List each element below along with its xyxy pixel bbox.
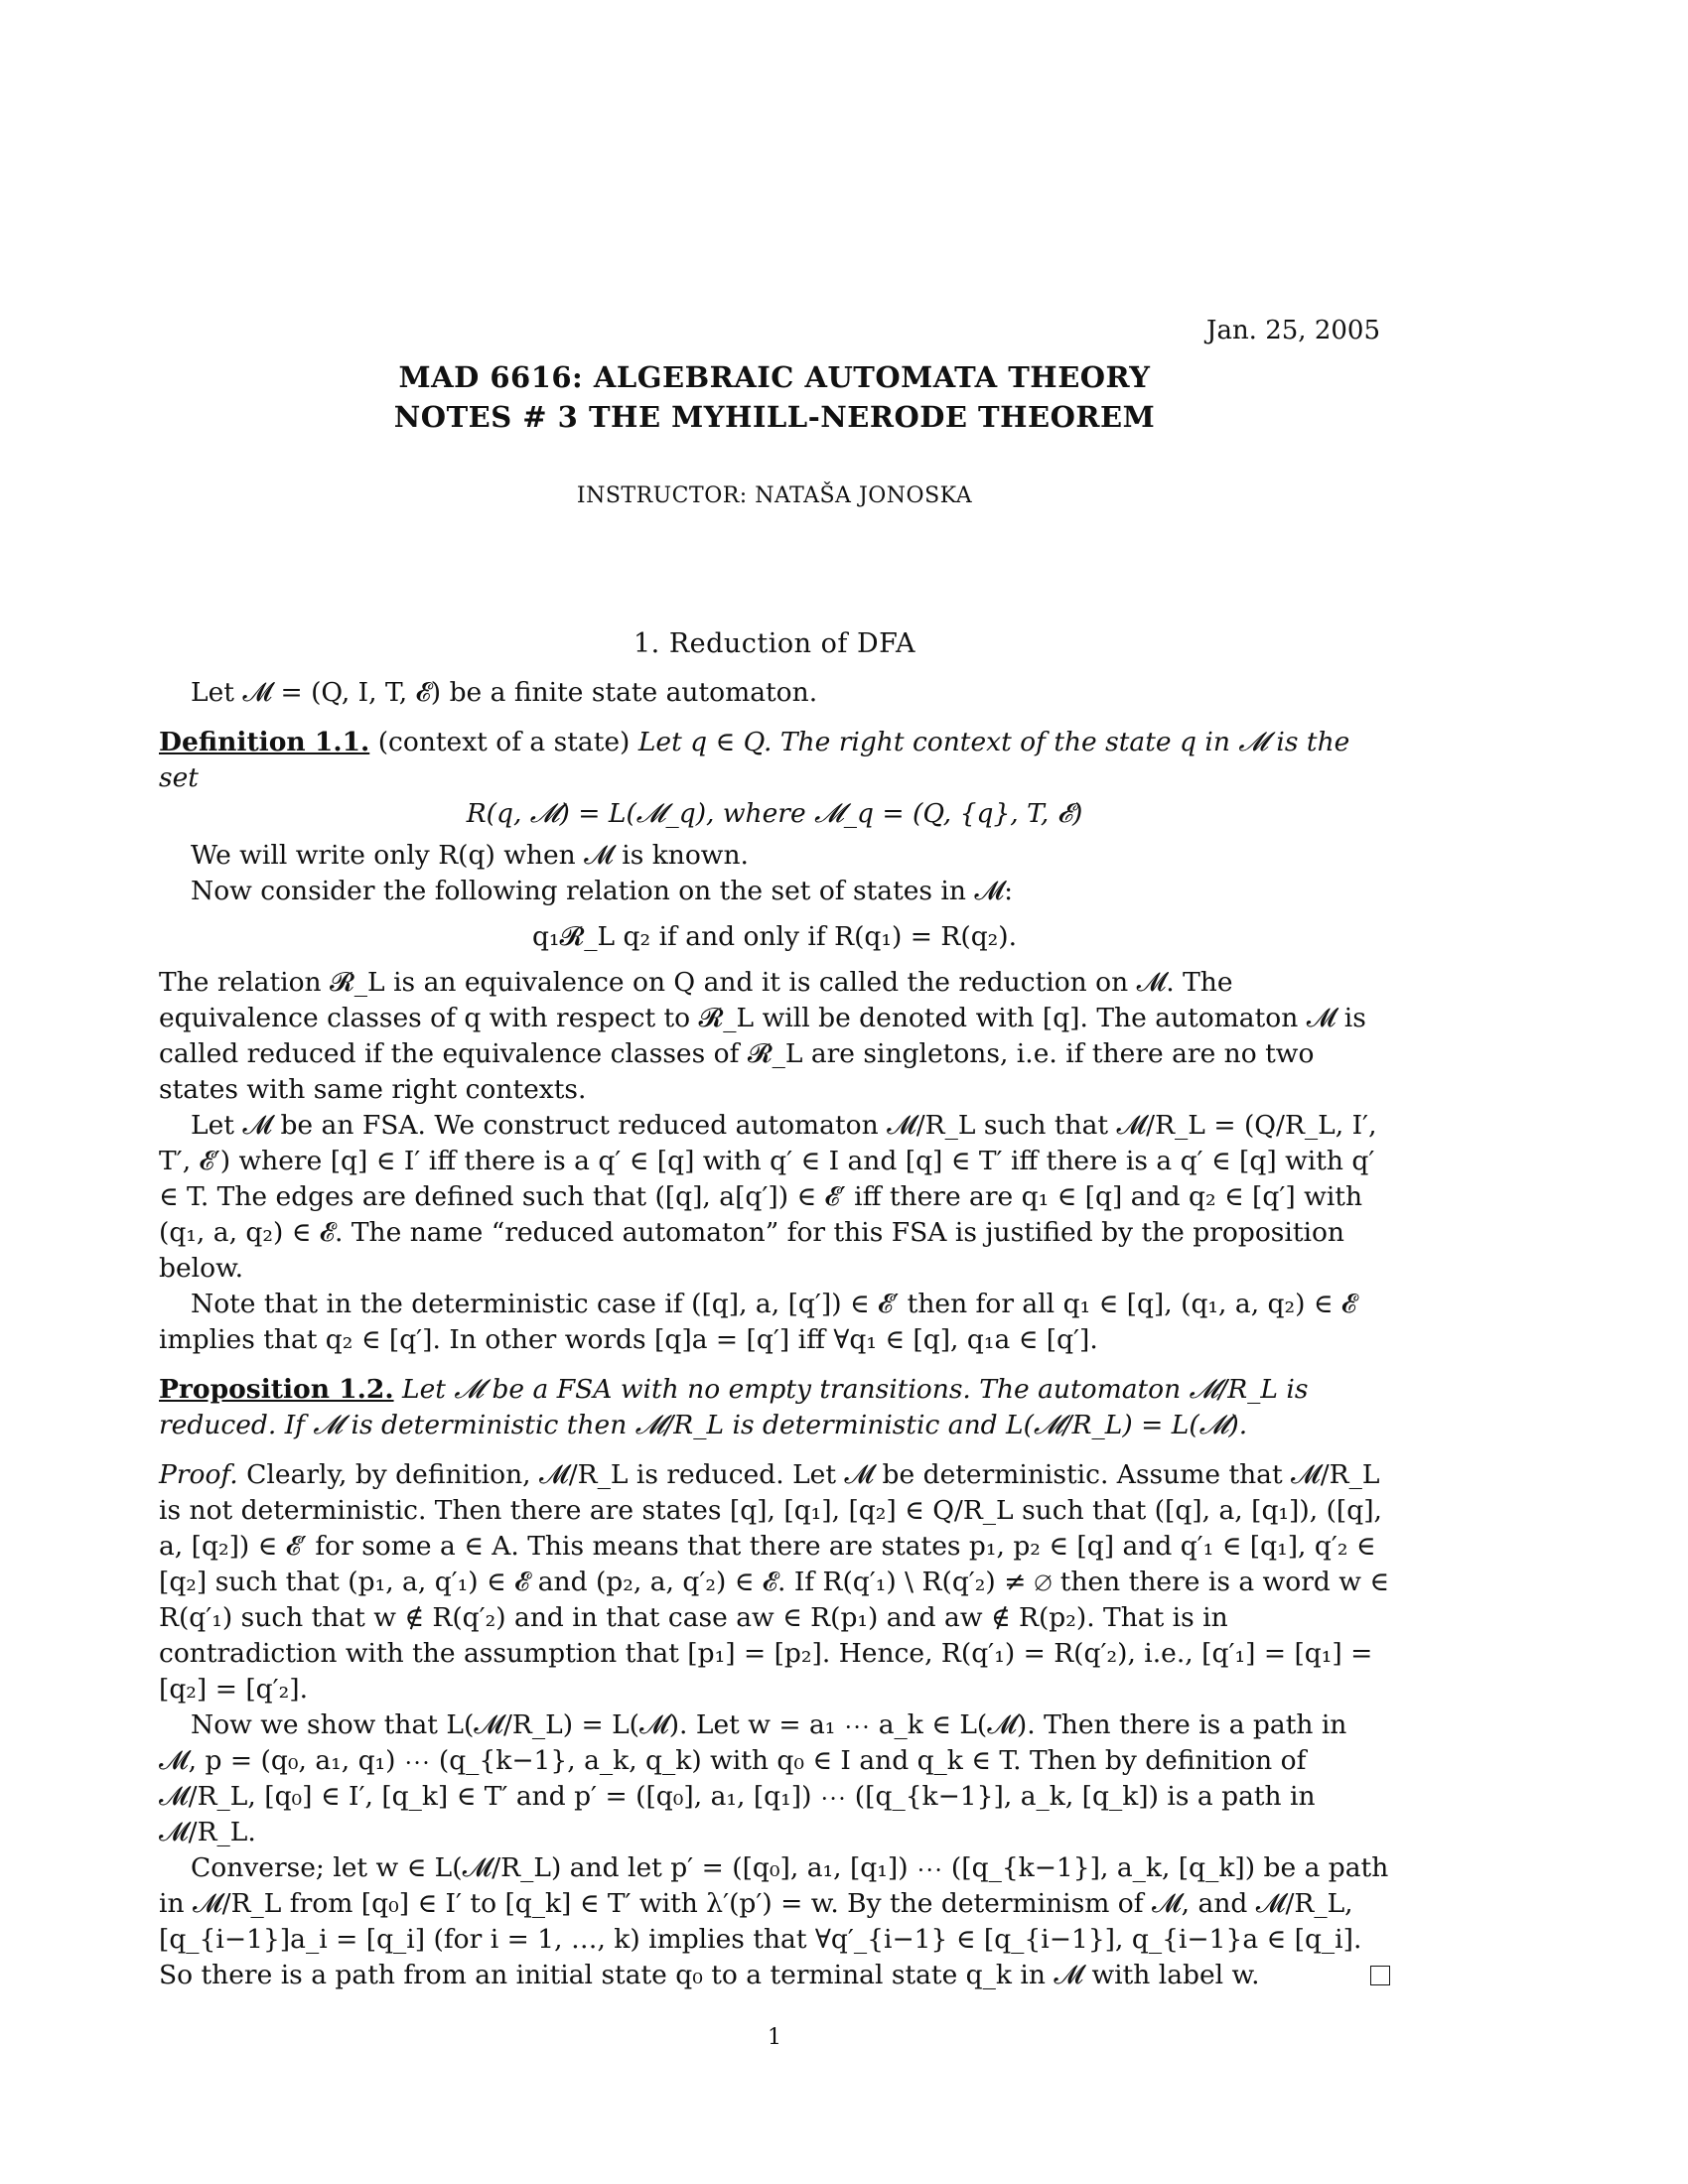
definition-label: Definition 1.1. [159, 727, 370, 757]
title-line-1: MAD 6616: ALGEBRAIC AUTOMATA THEORY [398, 360, 1151, 394]
paragraph-deterministic-note: Note that in the deterministic case if ([q], a, [q′]) ∈ 𝓔′ then for all q₁ ∈ [q], (q₁, a, q₂) ∈ 𝓔 implies that q₂ ∈ [q′]. In other words [q]a = [q′] iff ∀q₁ ∈ [q], q₁a ∈ [q′]. [159, 1289, 1357, 1355]
proof-text-3: Converse; let w ∈ L(𝓜/R_L) and let p′ = ([q₀], a₁, [q₁]) ⋯ ([q_{k−1}], a_k, [q_k]) be a path in 𝓜/R_L from [q₀] ∈ I′ to [q_k] ∈ T′ with λ′(p′) = w. By the determinism of 𝓜, and 𝓜/R_L, [q_{i−1}]a_i = [q_i] (for i = 1, …, k) implies that ∀q′_{i−1} ∈ [q_{i−1}], q_{i−1}a ∈ [q_i]. So there is a path from an initial state q₀ to a terminal state q_k in 𝓜 with label w. [159, 1852, 1389, 1990]
paragraph-reduction: The relation 𝓡_L is an equivalence on Q and it is called the reduction on 𝓜. The equivalence classes of q with respect to 𝓡_L will be denoted with [q]. The automaton 𝓜 is called reduced if the equivalence classes of 𝓡_L are singletons, i.e. if there are no two states with same right contexts. [159, 967, 1366, 1105]
instructor-line: INSTRUCTOR: NATAŠA JONOSKA [576, 483, 973, 508]
title-line-2: NOTES # 3 THE MYHILL-NERODE THEOREM [393, 400, 1156, 434]
main-text [159, 675, 1390, 1993]
qed-box-icon [1370, 1966, 1390, 1985]
proof-paragraph-2: Now we show that L(𝓜/R_L) = L(𝓜). Let w = a₁ ⋯ a_k ∈ L(𝓜). Then there is a path in 𝓜, p = (q₀, a₁, q₁) ⋯ (q_{k−1}, a_k, q_k) with q₀ ∈ I and q_k ∈ T. Then by definition of 𝓜/R_L, [q₀] ∈ I′, [q_k] ∈ T′ and p′ = ([q₀], a₁, [q₁]) ⋯ ([q_{k−1}], a_k, [q_k]) is a path in 𝓜/R_L. [159, 1709, 1347, 1847]
proposition-block [159, 1372, 1390, 1443]
definition-formula: R(q, 𝓜) = L(𝓜_q), where 𝓜_q = (Q, {q}, T, 𝓔) [466, 798, 1083, 829]
page-number: 1 [768, 2025, 781, 2050]
proposition-label: Proposition 1.2. [159, 1374, 394, 1405]
definition-text: Let q ∈ Q. The right context of the state q in 𝓜 is the set [159, 727, 1350, 793]
date: Jan. 25, 2005 [1206, 316, 1380, 345]
proposition-text: Let 𝓜 be a FSA with no empty transitions. The automaton 𝓜/R_L is reduced. If 𝓜 is deterministic then 𝓜/R_L is deterministic and L(𝓜/R_L) = L(𝓜). [159, 1374, 1309, 1440]
proof-label: Proof. [159, 1459, 238, 1490]
paragraph-construction: Let 𝓜 be an FSA. We construct reduced automaton 𝓜/R_L such that 𝓜/R_L = (Q/R_L, I′, T′, 𝓔′) where [q] ∈ I′ iff there is a q′ ∈ [q] with q′ ∈ I and [q] ∈ T′ iff there is a q′ ∈ [q] with q′ ∈ T. The edges are defined such that ([q], a[q′]) ∈ 𝓔′ iff there are q₁ ∈ [q] and q₂ ∈ [q′] with (q₁, a, q₂) ∈ 𝓔. The name “reduced automaton” for this FSA is justified by the proposition below. [159, 1110, 1377, 1284]
definition-block [159, 725, 1390, 796]
definition-name: (context of a state) [377, 727, 631, 757]
paragraph-relation-intro: Now consider the following relation on the set of states in 𝓜: [191, 876, 1014, 906]
relation-formula: q₁𝓡_L q₂ if and only if R(q₁) = R(q₂). [531, 921, 1018, 952]
document-title [159, 357, 1390, 437]
intro-paragraph: Let 𝓜 = (Q, I, T, 𝓔) be a finite state automaton. [191, 677, 818, 708]
proof-paragraph-3 [159, 1850, 1390, 1993]
paragraph-known: We will write only R(q) when 𝓜 is known. [191, 840, 749, 871]
proof-paragraph-1 [159, 1457, 1390, 1707]
section-heading: 1. Reduction of DFA [633, 628, 916, 659]
proof-text-1: Clearly, by definition, 𝓜/R_L is reduced. Let 𝓜 be deterministic. Assume that 𝓜/R_L is not deterministic. Then there are states [q], [q₁], [q₂] ∈ Q/R_L such that ([q], a, [q₁]), ([q], a, [q₂]) ∈ 𝓔′ for some a ∈ A. This means that there are states p₁, p₂ ∈ [q] and q′₁ ∈ [q₁], q′₂ ∈ [q₂] such that (p₁, a, q′₁) ∈ 𝓔 and (p₂, a, q′₂) ∈ 𝓔. If R(q′₁) \ R(q′₂) ≠ ∅ then there is a word w ∈ R(q′₁) such that w ∉ R(q′₂) and in that case aw ∈ R(p₁) and aw ∉ R(p₂). That is in contradiction with the assumption that [p₁] = [p₂]. Hence, R(q′₁) = R(q′₂), i.e., [q′₁] = [q₁] = [q₂] = [q′₂]. [159, 1459, 1389, 1705]
